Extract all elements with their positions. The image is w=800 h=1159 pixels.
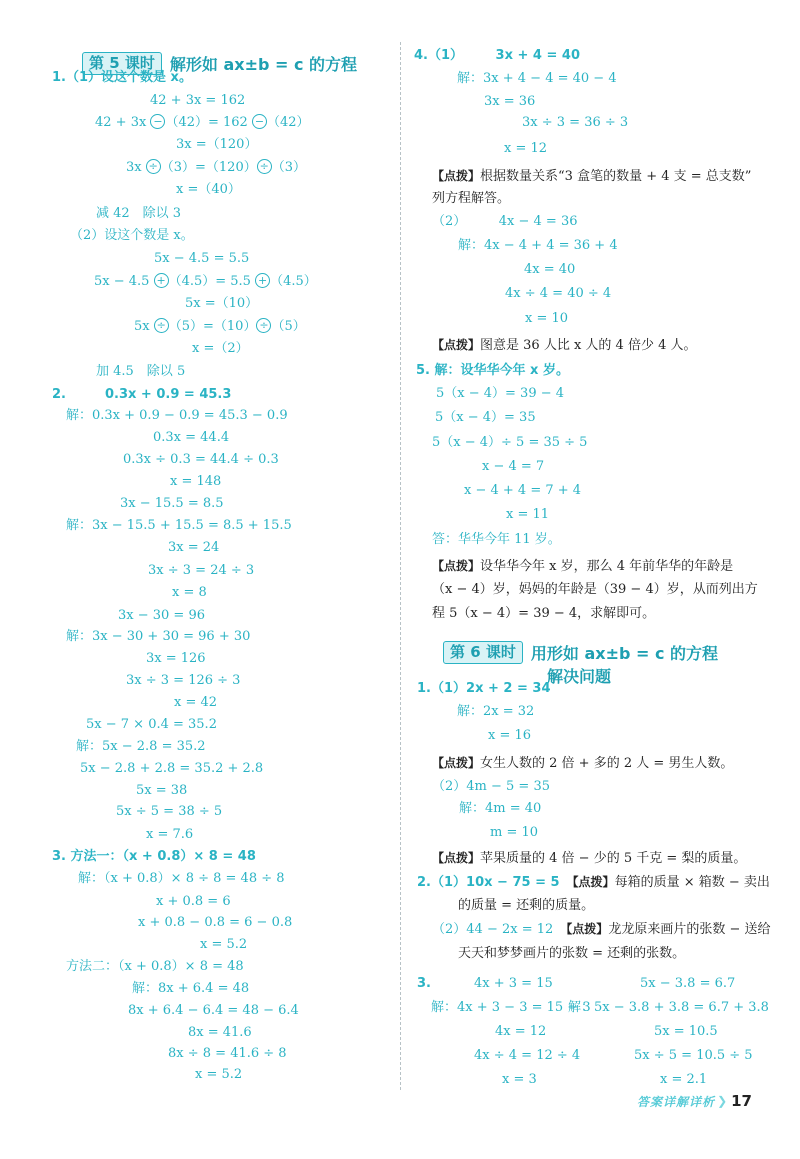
left-line <box>195 1065 242 1085</box>
left-line <box>66 627 250 647</box>
lesson-5-badge: 第 5 课时 <box>82 52 162 75</box>
left-line <box>116 802 222 822</box>
left-line <box>52 385 231 405</box>
line-text: 3x ÷ 3 = 24 ÷ 3 <box>148 563 255 578</box>
right-line <box>432 189 510 209</box>
right-line <box>432 530 561 550</box>
line-text: 2. 0.3x + 0.9 = 45.3 <box>52 387 232 402</box>
line-text: 解：3x − 30 + 30 = 96 + 30 <box>66 629 251 644</box>
left-line <box>136 781 187 801</box>
line-text: x − 4 = 7 <box>482 459 545 474</box>
line-text: x = 2.1 <box>660 1072 708 1087</box>
line-text: 答：华华今年 11 岁。 <box>432 532 561 547</box>
lesson-6-badge: 第 6 课时 <box>443 641 523 664</box>
line-text: 5x − 3.8 = 6.7 <box>640 976 736 991</box>
line-text: 4x ÷ 4 = 40 ÷ 4 <box>505 286 612 301</box>
left-line <box>150 91 245 111</box>
line-text: 加 4.5 除以 5 <box>96 364 186 379</box>
circled-operator: + <box>154 273 169 288</box>
hint-tag: 【点拨】 <box>432 338 481 352</box>
left-line <box>168 1044 287 1064</box>
line-text: 8x = 41.6 <box>188 1025 252 1040</box>
line-text: 1.（1）设这个数是 x。 <box>52 70 192 85</box>
circled-operator: − <box>252 114 267 129</box>
left-line <box>66 957 244 977</box>
s6-line <box>432 753 733 774</box>
left-line <box>188 1023 252 1043</box>
right-line <box>484 92 535 112</box>
s6-line <box>417 872 770 893</box>
line-text: x − 4 + 4 = 7 + 4 <box>464 483 582 498</box>
line-text: 减 42 除以 3 <box>96 206 182 221</box>
line-text: 解：2x = 32 <box>457 704 535 719</box>
s6-line <box>488 726 531 746</box>
s6-line <box>457 702 534 722</box>
line-text: 4x ÷ 4 = 12 ÷ 4 <box>474 1048 581 1063</box>
line-text: 程 5（x − 4）= 39 − 4，求解即可。 <box>432 606 656 621</box>
s6-line <box>490 823 538 843</box>
line-text: 3x = 36 <box>484 94 536 109</box>
left-line <box>66 406 288 426</box>
line-text: 设华华今年 x 岁，那么 4 年前华华的年龄是 <box>480 559 734 574</box>
right-line <box>458 236 618 256</box>
left-line <box>192 339 249 359</box>
line-text: 3x ÷ 3 = 126 ÷ 3 <box>126 673 241 688</box>
line-text: x = 3 <box>502 1072 537 1087</box>
hint-text: 每箱的质量 × 箱数 − 卖出 <box>614 875 770 890</box>
right-line <box>414 46 580 66</box>
q3-left-line <box>502 1070 537 1090</box>
line-text: 解：5x − 2.8 = 35.2 <box>76 739 206 754</box>
line-text: 苹果质量的 4 倍 − 少的 5 千克 = 梨的质量。 <box>480 851 747 866</box>
line-text: x = 12 <box>504 141 548 156</box>
left-line <box>96 204 181 224</box>
line-text: 42 + 3x − （42）= 162 − （42） <box>95 115 310 130</box>
s6-line <box>432 848 746 869</box>
line-text: 5x = 10.5 <box>654 1024 718 1039</box>
line-text: 3x ÷ （3）=（120） ÷ （3） <box>126 160 307 175</box>
left-line <box>138 913 292 933</box>
right-line <box>432 212 578 232</box>
s6-line <box>432 777 550 797</box>
left-line <box>154 249 249 269</box>
right-line <box>482 457 544 477</box>
left-line <box>126 671 240 691</box>
line-text: 天天和梦梦画片的张数 = 还剩的张数。 <box>458 946 686 961</box>
line-text: 的质量 = 还剩的质量。 <box>458 898 595 913</box>
line-text: 解：3x + 4 − 4 = 40 − 4 <box>457 71 617 86</box>
line-text: 3x ÷ 3 = 36 ÷ 3 <box>522 115 629 130</box>
line-text: 1.（1）2x + 2 = 34 <box>417 681 551 696</box>
line-text: （2）设这个数是 x。 <box>70 228 194 243</box>
q3-left-line <box>495 1022 546 1042</box>
footer-label: 答案详解详析 <box>637 1094 716 1109</box>
left-line <box>66 516 292 536</box>
left-line <box>94 272 317 292</box>
line-text: 5x − 7 × 0.4 = 35.2 <box>86 717 217 732</box>
left-line <box>120 494 224 514</box>
s6-line <box>432 919 770 940</box>
right-line <box>457 69 617 89</box>
right-line <box>505 284 611 304</box>
line-text: 3x = 126 <box>146 651 206 666</box>
left-line <box>146 825 193 845</box>
circled-operator: ÷ <box>256 318 271 333</box>
line-text: 解：5x − 3.8 + 3.8 = 6.7 + 3.8 <box>568 1000 769 1015</box>
line-text: 4x = 12 <box>495 1024 547 1039</box>
line-text: 42 + 3x = 162 <box>150 93 246 108</box>
line-text: x =（40） <box>176 182 241 197</box>
left-line <box>174 693 217 713</box>
left-line <box>168 538 219 558</box>
left-line <box>70 226 194 246</box>
line-text: 4.（1） 3x + 4 = 40 <box>414 48 580 63</box>
line-text: 根据数量关系“3 盒笔的数量 + 4 支 = 总支数” <box>480 169 752 184</box>
s6-line <box>417 679 551 699</box>
left-line <box>176 180 241 200</box>
right-line <box>506 505 549 525</box>
q3-right-line <box>634 1046 753 1066</box>
column-divider <box>400 42 401 1090</box>
line-text: 8x + 6.4 − 6.4 = 48 − 6.4 <box>128 1003 299 1018</box>
line-text: m = 10 <box>490 825 539 840</box>
line-text: 5x ÷ 5 = 38 ÷ 5 <box>116 804 223 819</box>
line-text: 方法二：（x + 0.8）× 8 = 48 <box>66 959 244 974</box>
right-line <box>432 335 697 356</box>
circled-operator: ÷ <box>154 318 169 333</box>
line-text: 3x = 24 <box>168 540 220 555</box>
lesson-6-title-line2: 解决问题 <box>547 667 612 686</box>
line-text: x + 0.8 − 0.8 = 6 − 0.8 <box>138 915 293 930</box>
circled-operator: + <box>255 273 270 288</box>
right-line <box>524 260 575 280</box>
line-text: 女生人数的 2 倍 + 多的 2 人 = 男生人数。 <box>480 756 734 771</box>
line-text: x = 16 <box>488 728 532 743</box>
line-text: x = 8 <box>172 585 207 600</box>
line-text: 3. <box>417 976 431 991</box>
line-text: 5x − 4.5 + （4.5）= 5.5 + （4.5） <box>94 274 317 289</box>
q3-right-line <box>660 1070 707 1090</box>
left-line <box>132 979 249 999</box>
line-text: 5x ÷ 5 = 10.5 ÷ 5 <box>634 1048 753 1063</box>
line-text: （2）44 − 2x = 12 <box>432 922 554 937</box>
line-text: （x − 4）岁，妈妈的年龄是（39 − 4）岁，从而列出方 <box>432 582 758 597</box>
line-text: 5（x − 4）= 39 − 4 <box>436 386 565 401</box>
line-text: 解：0.3x + 0.9 − 0.9 = 45.3 − 0.9 <box>66 408 288 423</box>
right-line <box>432 166 751 187</box>
left-line <box>176 135 257 155</box>
line-text: 3x − 15.5 = 8.5 <box>120 496 224 511</box>
left-line <box>76 737 206 757</box>
line-text: 0.3x = 44.4 <box>153 430 230 445</box>
line-text: x =（2） <box>192 341 249 356</box>
right-line <box>522 113 628 133</box>
left-line <box>134 317 306 337</box>
left-line <box>96 362 185 382</box>
hint-text: 龙龙原来画片的张数 − 送给 <box>608 922 771 937</box>
line-text: 5x =（10） <box>185 296 259 311</box>
right-line <box>525 309 568 329</box>
line-text: （2）4m − 5 = 35 <box>432 779 550 794</box>
q3-number <box>417 974 431 994</box>
q3-right-line <box>568 998 769 1018</box>
right-line <box>504 139 547 159</box>
left-line <box>156 892 231 912</box>
line-text: x = 7.6 <box>146 827 194 842</box>
line-text: 解：4x − 4 + 4 = 36 + 4 <box>458 238 618 253</box>
lesson-6-title: 用形如 ax±b = c 的方程 <box>530 643 719 663</box>
line-text: 5x − 4.5 = 5.5 <box>154 251 250 266</box>
circled-operator: − <box>150 114 165 129</box>
line-text: 图意是 36 人比 x 人的 4 倍少 4 人。 <box>480 338 697 353</box>
left-line <box>200 935 247 955</box>
line-text: 2.（1）10x − 75 = 5 <box>417 875 560 890</box>
line-text: x + 0.8 = 6 <box>156 894 231 909</box>
left-line <box>78 869 285 889</box>
q3-right-line <box>654 1022 718 1042</box>
right-line <box>432 556 733 577</box>
q3-left-line <box>431 998 591 1018</box>
line-text: x = 5.2 <box>200 937 248 952</box>
left-line <box>170 472 221 492</box>
line-text: 0.3x ÷ 0.3 = 44.4 ÷ 0.3 <box>123 452 279 467</box>
page-number: 17 <box>731 1092 752 1110</box>
s6-line <box>459 799 541 819</box>
right-line <box>436 384 564 404</box>
right-line <box>464 481 581 501</box>
left-line <box>80 759 263 779</box>
hint-tag: 【点拨】 <box>566 922 609 936</box>
line-text: （2） 4x − 4 = 36 <box>432 214 578 229</box>
line-text: 5. 解：设华华今年 x 岁。 <box>416 363 569 378</box>
chevron-right-icon: ❯ <box>717 1094 728 1108</box>
q3-left-line <box>474 974 553 994</box>
hint-tag: 【点拨】 <box>432 169 481 183</box>
hint-tag: 【点拨】 <box>432 559 481 573</box>
line-text: 3x =（120） <box>176 137 258 152</box>
q3-left-line <box>474 1046 580 1066</box>
line-text: 解：3x − 15.5 + 15.5 = 8.5 + 15.5 <box>66 518 292 533</box>
left-line <box>185 294 258 314</box>
left-line <box>52 847 256 867</box>
hint-tag: 【点拨】 <box>572 875 615 889</box>
line-text: 解：4x + 3 − 3 = 15 − 3 <box>431 1000 591 1015</box>
s6-line <box>458 944 685 964</box>
left-line <box>118 606 205 626</box>
line-text: 3. 方法一：（x + 0.8）× 8 = 48 <box>52 849 256 864</box>
left-line <box>86 715 217 735</box>
line-text: 8x ÷ 8 = 41.6 ÷ 8 <box>168 1046 287 1061</box>
left-line <box>123 450 279 470</box>
line-text: x = 10 <box>525 311 569 326</box>
hint-tag: 【点拨】 <box>432 756 481 770</box>
line-text: 5x ÷ （5）=（10） ÷ （5） <box>134 319 306 334</box>
left-line <box>52 68 192 88</box>
left-line <box>172 583 207 603</box>
right-line <box>432 580 758 600</box>
line-text: 3x − 30 = 96 <box>118 608 206 623</box>
left-line <box>153 428 229 448</box>
left-line <box>148 561 254 581</box>
left-line <box>128 1001 299 1021</box>
line-text: 解：4m = 40 <box>459 801 542 816</box>
q3-right-line <box>640 974 735 994</box>
line-text: 解：（x + 0.8）× 8 ÷ 8 = 48 ÷ 8 <box>78 871 285 886</box>
lesson-5-title: 解形如 ax±b = c 的方程 <box>169 54 358 74</box>
hint-tag: 【点拨】 <box>432 851 481 865</box>
right-line <box>432 604 655 624</box>
line-text: 解：8x + 6.4 = 48 <box>132 981 250 996</box>
line-text: 5x − 2.8 + 2.8 = 35.2 + 2.8 <box>80 761 264 776</box>
line-text: 5（x − 4）= 35 <box>435 410 536 425</box>
s6-line <box>458 896 594 916</box>
line-text: x = 148 <box>170 474 222 489</box>
lesson-6-header <box>443 640 718 664</box>
left-line <box>126 158 306 178</box>
circled-operator: ÷ <box>146 159 161 174</box>
left-line <box>146 649 206 669</box>
right-line <box>416 361 569 381</box>
line-text: x = 11 <box>506 507 550 522</box>
right-line <box>432 433 587 453</box>
line-text: 4x + 3 = 15 <box>474 976 553 991</box>
line-text: 5（x − 4）÷ 5 = 35 ÷ 5 <box>432 435 588 450</box>
line-text: x = 5.2 <box>195 1067 243 1082</box>
right-line <box>435 408 536 428</box>
line-text: 4x = 40 <box>524 262 576 277</box>
left-line <box>95 113 310 133</box>
line-text: x = 42 <box>174 695 218 710</box>
page-footer <box>637 1092 752 1110</box>
line-text: 列方程解答。 <box>432 191 511 206</box>
circled-operator: ÷ <box>257 159 272 174</box>
line-text: 5x = 38 <box>136 783 188 798</box>
